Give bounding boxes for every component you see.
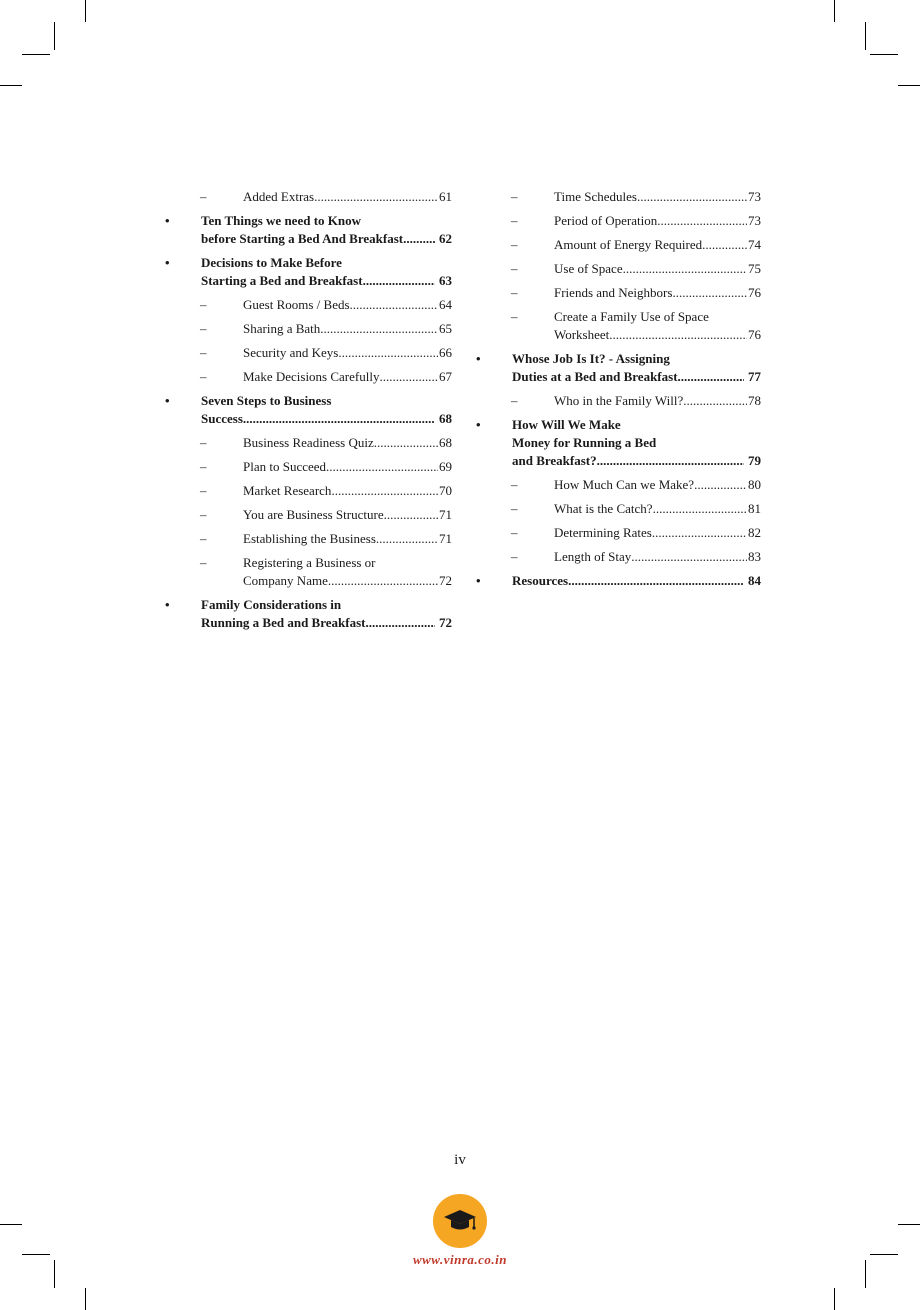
toc-subsection-sharing-a-bath bbox=[160, 320, 452, 338]
toc-entry-title: How Will We Make bbox=[512, 417, 621, 432]
toc-subsection-plan-to-succeed bbox=[160, 458, 452, 476]
crop-mark bbox=[0, 1224, 22, 1225]
toc-page-number: 67 bbox=[439, 369, 452, 384]
dash-marker: – bbox=[511, 237, 518, 252]
toc-entry-title: Family Considerations in bbox=[201, 597, 342, 612]
toc-entry-title: Friends and Neighbors bbox=[554, 285, 673, 300]
toc-entry-title: Create a Family Use of Space bbox=[554, 309, 709, 324]
toc-entry-title: Use of Space bbox=[554, 261, 623, 276]
toc-subsection-amount-of-energy-required bbox=[471, 236, 761, 254]
toc-subsection-length-of-stay bbox=[471, 548, 761, 566]
dash-marker: – bbox=[511, 285, 518, 300]
toc-subsection-market-research bbox=[160, 482, 452, 500]
dot-leader bbox=[652, 524, 747, 542]
toc-entry-title: Company Name bbox=[243, 573, 328, 588]
toc-entry-title: Plan to Succeed bbox=[243, 459, 327, 474]
dash-marker: – bbox=[200, 189, 207, 204]
toc-entry-title: Period of Operation bbox=[554, 213, 658, 228]
toc-page-number: 68 bbox=[439, 435, 452, 450]
dash-marker: – bbox=[511, 525, 518, 540]
toc-subsection-business-readiness-quiz bbox=[160, 434, 452, 452]
toc-entry-title: Money for Running a Bed bbox=[512, 435, 657, 450]
toc-page-number: 62 bbox=[439, 231, 452, 246]
toc-section-how-will-we-make bbox=[471, 416, 761, 470]
toc-entry-title: before Starting a Bed And Breakfast bbox=[201, 231, 404, 246]
toc-subsection-registering-a-business-or bbox=[160, 554, 452, 590]
dot-leader bbox=[379, 368, 438, 386]
toc-entry-title: Ten Things we need to Know bbox=[201, 213, 362, 228]
dot-leader bbox=[597, 452, 744, 470]
toc-entry-title: Make Decisions Carefully bbox=[243, 369, 380, 384]
dash-marker: – bbox=[200, 483, 207, 498]
dot-leader bbox=[314, 188, 438, 206]
dot-leader bbox=[350, 296, 438, 314]
toc-page-number: 73 bbox=[748, 189, 761, 204]
crop-mark bbox=[85, 1288, 86, 1310]
toc-entry-title: Added Extras bbox=[243, 189, 315, 204]
toc-entry-title: Sharing a Bath bbox=[243, 321, 321, 336]
toc-subsection-friends-and-neighbors bbox=[471, 284, 761, 302]
dot-leader bbox=[702, 236, 747, 254]
toc-page-number: 84 bbox=[748, 573, 761, 588]
toc-entry-title: Success bbox=[201, 411, 243, 426]
toc-entry-title: Time Schedules bbox=[554, 189, 637, 204]
toc-page-number: 64 bbox=[439, 297, 452, 312]
crop-mark bbox=[898, 1224, 920, 1225]
dash-marker: – bbox=[200, 555, 207, 570]
dot-leader bbox=[374, 434, 438, 452]
bullet-marker: • bbox=[476, 417, 481, 432]
toc-subsection-security-and-keys bbox=[160, 344, 452, 362]
crop-mark bbox=[85, 0, 86, 22]
toc-page-number: 80 bbox=[748, 477, 761, 492]
bullet-marker: • bbox=[165, 597, 170, 612]
bullet-marker: • bbox=[165, 255, 170, 270]
crop-mark bbox=[54, 22, 55, 50]
toc-subsection-determining-rates bbox=[471, 524, 761, 542]
crop-mark bbox=[22, 54, 50, 55]
toc-entry-title: Guest Rooms / Beds bbox=[243, 297, 350, 312]
dot-leader bbox=[331, 482, 438, 500]
toc-entry-title: Worksheet bbox=[554, 327, 610, 342]
toc-entry-title: Who in the Family Will? bbox=[554, 393, 684, 408]
toc-entry-title: Length of Stay bbox=[554, 549, 632, 564]
bullet-marker: • bbox=[165, 393, 170, 408]
toc-page-number: 79 bbox=[748, 453, 761, 468]
dash-marker: – bbox=[200, 297, 207, 312]
toc-page-number: 82 bbox=[748, 525, 761, 540]
dot-leader bbox=[320, 320, 438, 338]
dot-leader bbox=[672, 284, 747, 302]
dot-leader bbox=[631, 548, 747, 566]
toc-page-number: 66 bbox=[439, 345, 452, 360]
dot-leader bbox=[365, 614, 435, 632]
toc-page-number: 71 bbox=[439, 507, 452, 522]
toc-entry-title: Resources bbox=[512, 573, 569, 588]
toc-entry-title: Whose Job Is It? - Assigning bbox=[512, 351, 670, 366]
toc-entry-title: and Breakfast? bbox=[512, 453, 597, 468]
toc-entry-title: Registering a Business or bbox=[243, 555, 376, 570]
toc-subsection-create-a-family-use-of-space bbox=[471, 308, 761, 344]
toc-page-number: 81 bbox=[748, 501, 761, 516]
dash-marker: – bbox=[511, 213, 518, 228]
page-number: iv bbox=[454, 1152, 466, 1168]
toc-page-number: 76 bbox=[748, 327, 761, 342]
dash-marker: – bbox=[511, 501, 518, 516]
toc-page-number: 71 bbox=[439, 531, 452, 546]
toc-page-number: 61 bbox=[439, 189, 452, 204]
toc-page-number: 73 bbox=[748, 213, 761, 228]
toc-page-number: 83 bbox=[748, 549, 761, 564]
dot-leader bbox=[363, 272, 435, 290]
toc-page-number: 72 bbox=[439, 615, 452, 630]
toc-subsection-you-are-business-structure bbox=[160, 506, 452, 524]
dot-leader bbox=[694, 476, 747, 494]
dash-marker: – bbox=[200, 345, 207, 360]
dot-leader bbox=[328, 572, 438, 590]
dot-leader bbox=[376, 530, 438, 548]
toc-section-ten-things-we-need-to-know bbox=[160, 212, 452, 248]
toc-page-number: 78 bbox=[748, 393, 761, 408]
dot-leader bbox=[683, 392, 747, 410]
toc-entry-title: Running a Bed and Breakfast bbox=[201, 615, 366, 630]
toc-subsection-guest-rooms-beds bbox=[160, 296, 452, 314]
website-url[interactable]: www.vinra.co.in bbox=[412, 1252, 508, 1267]
toc-entry-title: Amount of Energy Required bbox=[554, 237, 703, 252]
dot-leader bbox=[609, 326, 747, 344]
toc-page-number: 74 bbox=[748, 237, 761, 252]
dot-leader bbox=[338, 344, 438, 362]
crop-mark bbox=[870, 54, 898, 55]
dot-leader bbox=[637, 188, 747, 206]
toc-page-number: 65 bbox=[439, 321, 452, 336]
toc-entry-title: Business Readiness Quiz bbox=[243, 435, 374, 450]
crop-mark bbox=[898, 85, 920, 86]
toc-subsection-added-extras bbox=[160, 188, 452, 206]
toc-entry-title: Security and Keys bbox=[243, 345, 339, 360]
toc-subsection-time-schedules bbox=[471, 188, 761, 206]
toc-page-number: 68 bbox=[439, 411, 452, 426]
toc-subsection-make-decisions-carefully bbox=[160, 368, 452, 386]
dot-leader bbox=[403, 230, 435, 248]
toc-entry-title: What is the Catch? bbox=[554, 501, 653, 516]
toc-section-family-considerations-in bbox=[160, 596, 452, 632]
toc-section-decisions-to-make-before bbox=[160, 254, 452, 290]
crop-mark bbox=[0, 85, 22, 86]
dash-marker: – bbox=[511, 549, 518, 564]
toc-subsection-who-in-the-family-will bbox=[471, 392, 761, 410]
toc-subsection-use-of-space bbox=[471, 260, 761, 278]
toc-entry-title: Market Research bbox=[243, 483, 332, 498]
dash-marker: – bbox=[200, 435, 207, 450]
bullet-marker: • bbox=[476, 351, 481, 366]
dash-marker: – bbox=[511, 309, 518, 324]
toc-left-column bbox=[160, 188, 452, 638]
toc-page-number: 70 bbox=[439, 483, 452, 498]
toc-entry-title: Determining Rates bbox=[554, 525, 652, 540]
dash-marker: – bbox=[511, 261, 518, 276]
toc-page-number: 77 bbox=[748, 369, 761, 384]
toc-entry-title: How Much Can we Make? bbox=[554, 477, 695, 492]
bullet-marker: • bbox=[476, 573, 481, 588]
toc-entry-title: You are Business Structure bbox=[243, 507, 384, 522]
dot-leader bbox=[657, 212, 747, 230]
toc-subsection-what-is-the-catch bbox=[471, 500, 761, 518]
toc-subsection-period-of-operation bbox=[471, 212, 761, 230]
toc-page-number: 69 bbox=[439, 459, 452, 474]
bullet-marker: • bbox=[165, 213, 170, 228]
toc-entry-title: Establishing the Business bbox=[243, 531, 376, 546]
toc-right-column bbox=[471, 188, 761, 596]
dash-marker: – bbox=[200, 531, 207, 546]
toc-page-number: 75 bbox=[748, 261, 761, 276]
toc-page-number: 76 bbox=[748, 285, 761, 300]
dash-marker: – bbox=[200, 369, 207, 384]
toc-entry-title: Duties at a Bed and Breakfast bbox=[512, 369, 678, 384]
dot-leader bbox=[568, 572, 744, 590]
dash-marker: – bbox=[200, 507, 207, 522]
graduation-cap-icon bbox=[433, 1194, 487, 1248]
dash-marker: – bbox=[200, 321, 207, 336]
toc-entry-title: Seven Steps to Business bbox=[201, 393, 332, 408]
dash-marker: – bbox=[511, 393, 518, 408]
dot-leader bbox=[326, 458, 438, 476]
dot-leader bbox=[678, 368, 744, 386]
toc-section-seven-steps-to-business bbox=[160, 392, 452, 428]
dash-marker: – bbox=[511, 477, 518, 492]
dash-marker: – bbox=[511, 189, 518, 204]
dot-leader bbox=[384, 506, 438, 524]
dot-leader bbox=[653, 500, 747, 518]
toc-subsection-how-much-can-we-make bbox=[471, 476, 761, 494]
toc-page-number: 72 bbox=[439, 573, 452, 588]
toc-page-number: 63 bbox=[439, 273, 452, 288]
toc-section-whose-job-is-it-assigning bbox=[471, 350, 761, 386]
dash-marker: – bbox=[200, 459, 207, 474]
dot-leader bbox=[623, 260, 747, 278]
toc-entry-title: Decisions to Make Before bbox=[201, 255, 342, 270]
crop-mark bbox=[865, 22, 866, 50]
crop-mark bbox=[834, 0, 835, 22]
dot-leader bbox=[243, 410, 435, 428]
toc-section-resources bbox=[471, 572, 761, 590]
crop-mark bbox=[834, 1288, 835, 1310]
toc-subsection-establishing-the-business bbox=[160, 530, 452, 548]
toc-entry-title: Starting a Bed and Breakfast bbox=[201, 273, 363, 288]
